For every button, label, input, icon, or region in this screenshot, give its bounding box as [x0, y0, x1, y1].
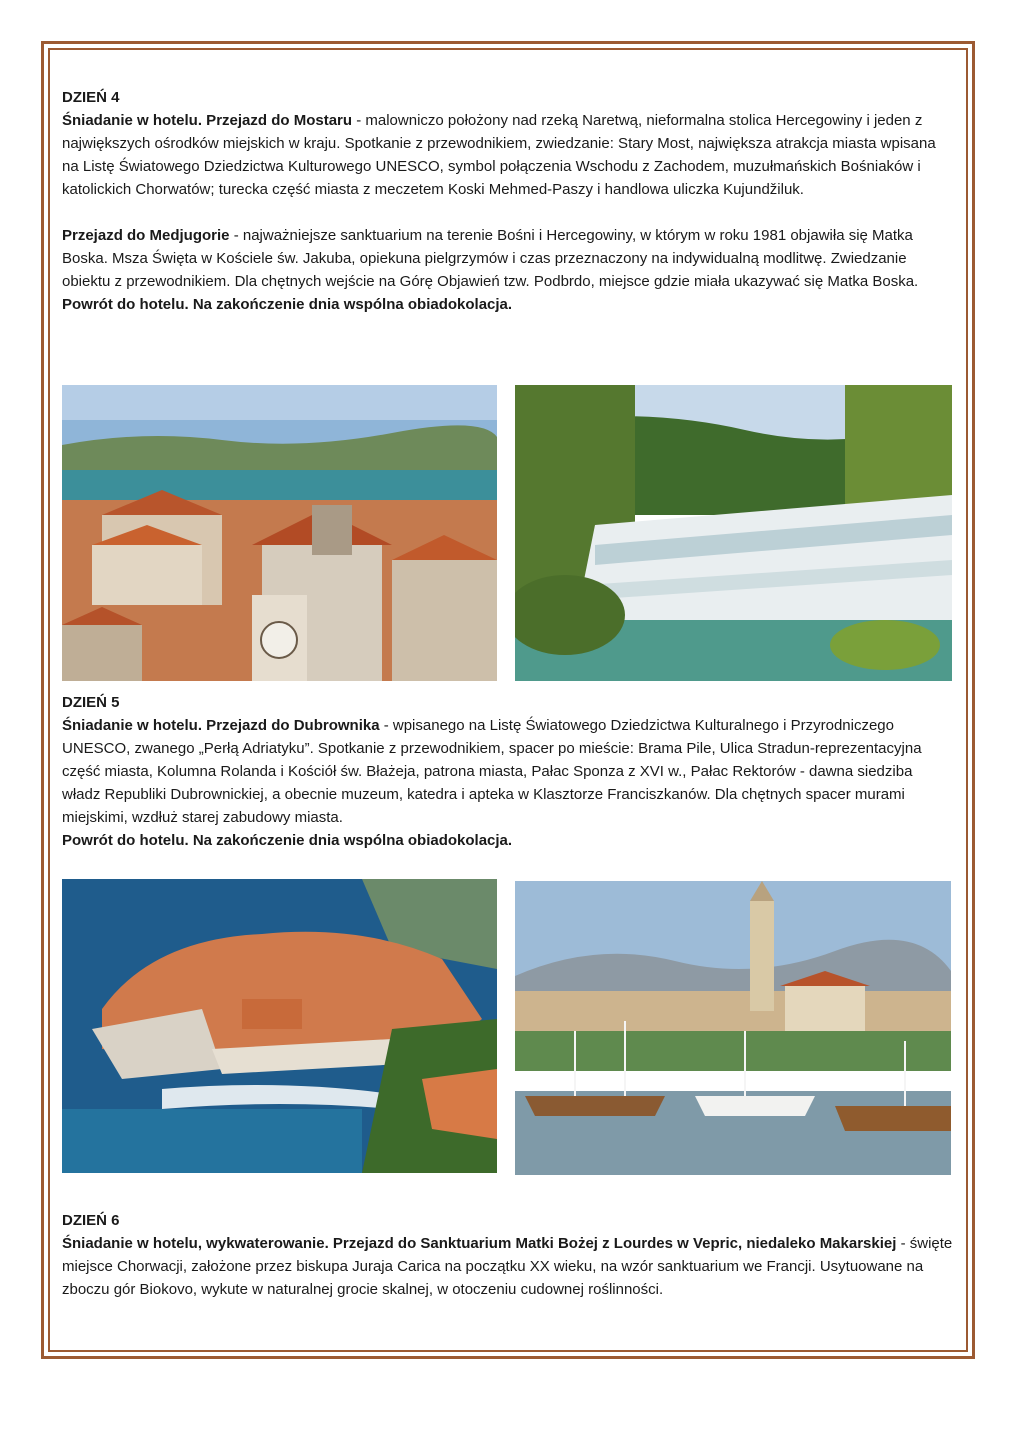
- day5-paragraph-1: [62, 714, 954, 829]
- day4-closing: Powrót do hotelu. Na zakończenie dnia wspólna obiadokolacja.: [62, 296, 513, 313]
- day4-p2-bold: Przejazd do Medjugorie: [62, 227, 230, 244]
- day4-p1-text: - malowniczo położony nad rzeką Naretwą, nieformalna stolica Hercegowiny i jeden z największych ośrodków miejskich w kraju. Spotkanie z przewodnikiem, zwiedzanie: Stary Most, największa atrakcja miasta wpisana na Listę Światowego Dziedzictwa Kulturowego UNESCO, symbol połączenia Wschodu z Zachodem, muzułmańskich Bośniaków i katolickich Chorwatów; turecka część miasta z meczetem Koski Mehmed-Paszy i handlowa uliczka Kujundžiluk.: [62, 112, 936, 198]
- day6-paragraph-1: [62, 1232, 954, 1301]
- day4-paragraph-2: [62, 224, 954, 293]
- day4-paragraph-1: [62, 109, 954, 201]
- day5-section: [62, 691, 954, 852]
- photo-split-harbour: [515, 881, 951, 1175]
- day4-p2-text: - najważniejsze sanktuarium na terenie Bośni i Hercegowiny, w którym w roku 1981 objawiła się Matka Boska. Msza Święta w Kościele św. Jakuba, opiekuna pielgrzymów i czas przeznaczony na indywidualną modlitwę. Zwiedzanie obiektu z przewodnikiem. Dla chętnych wejście na Górę Objawień tzw. Podbrdo, miejsce gdzie miała ukazywać się Matka Boska.: [62, 227, 919, 290]
- photo-krka-waterfalls: [515, 385, 952, 681]
- day4-p1-bold: Śniadanie w hotelu. Przejazd do Mostaru: [62, 112, 353, 129]
- day5-p1-bold: Śniadanie w hotelu. Przejazd do Dubrownika: [62, 717, 380, 734]
- day4-section: [62, 86, 954, 316]
- day6-p1-bold: Śniadanie w hotelu, wykwaterowanie. Przejazd do Sanktuarium Matki Bożej z Lourdes w Vepric, niedaleko Makarskiej: [62, 1235, 897, 1252]
- day5-closing: Powrót do hotelu. Na zakończenie dnia wspólna obiadokolacja.: [62, 832, 513, 849]
- day5-p1-text: - wpisanego na Listę Światowego Dziedzictwa Kulturalnego i Przyrodniczego UNESCO, zwanego „Perłą Adriatyku”. Spotkanie z przewodnikiem, spacer po mieście: Brama Pile, Ulica Stradun-reprezentacyjna część miasta, Kolumna Rolanda i Kościół św. Błażeja, patrona miasta, Pałac Sponza z XVI w., Pałac Rektorów - dawna siedziba władz Republiki Dubrownickiej, a obecnie muzeum, katedra i apteka w Klasztorze Franciszkanów. Dla chętnych spacer murami miejskimi, wzdłuż starej zabudowy miasta.: [62, 717, 922, 826]
- photo-dubrovnik-old-town: [62, 879, 497, 1173]
- photo-trogir-town: [62, 385, 497, 681]
- day6-p1-text: - święte miejsce Chorwacji, założone przez biskupa Juraja Carica na początku XX wieku, na wzór sanktuarium we Francji. Usytuowane na zboczu gór Biokovo, wykute w naturalnej grocie skalnej, w otoczeniu cudownej roślinności.: [62, 1235, 953, 1298]
- day6-title: DZIEŃ 6: [62, 1212, 120, 1229]
- day6-section: [62, 1209, 954, 1301]
- day4-title: DZIEŃ 4: [62, 89, 120, 106]
- day5-title: DZIEŃ 5: [62, 694, 120, 711]
